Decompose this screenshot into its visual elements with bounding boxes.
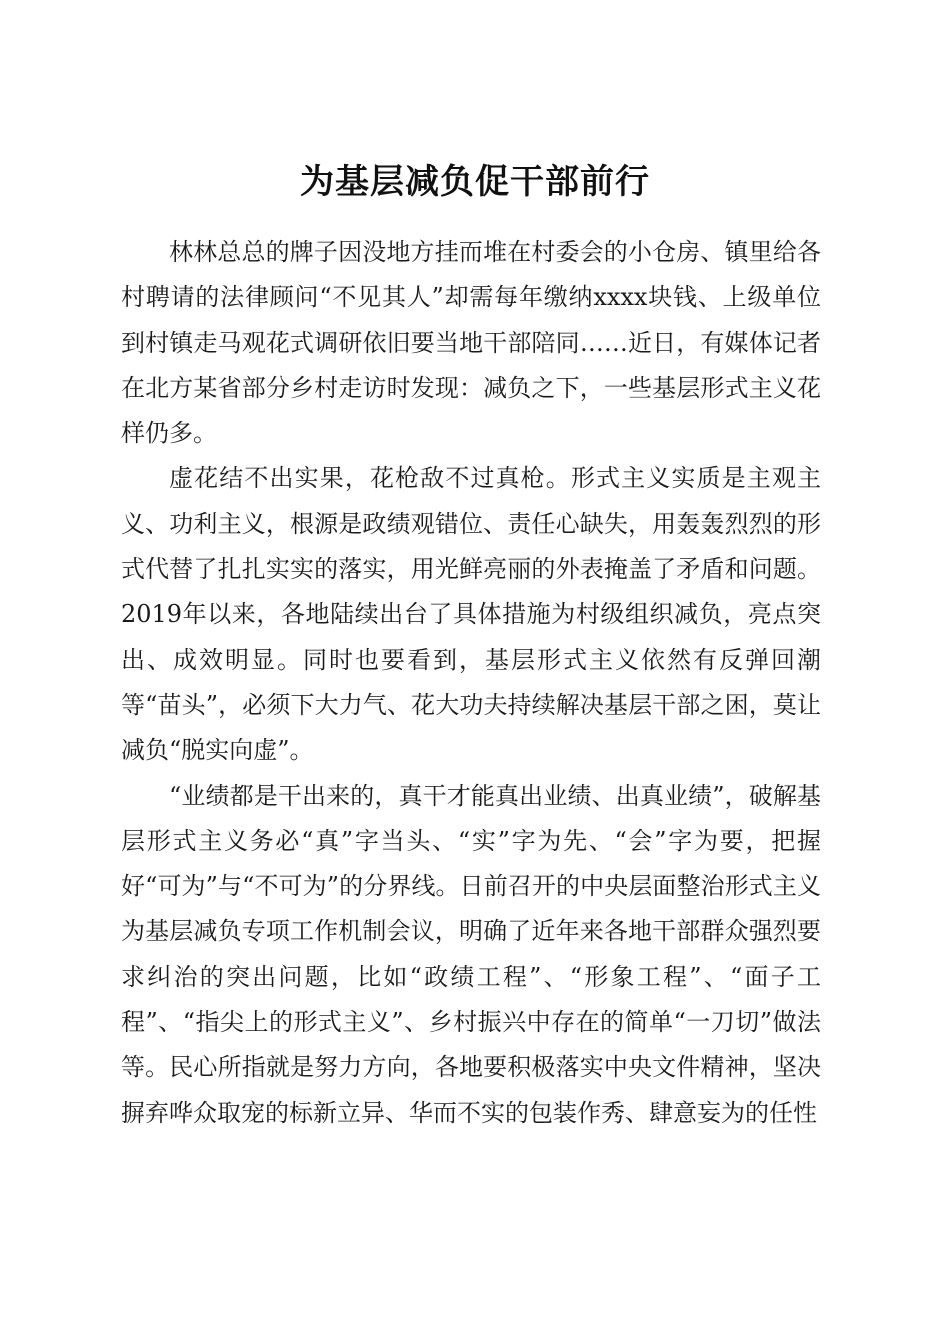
- paragraph-1: 林林总总的牌子因没地方挂而堆在村委会的小仓房、镇里给各村聘请的法律顾问“不见其人”却需每年缴纳xxxx块钱、上级单位到村镇走马观花式调研依旧要当地干部陪同……近日，有媒体记者在北方某省部分乡村走访时发现：减负之下，一些基层形式主义花样仍多。: [121, 238, 821, 448]
- paragraph-3: “业绩都是干出来的，真干才能真出业绩、出真业绩”，破解基层形式主义务必“真”字当头、“实”字为先、“会”字为要，把握好“可为”与“不可为”的分界线。日前召开的中央层面整治形式主义为基层减负专项工作机制会议，明确了近年来各地干部群众强烈要求纠治的突出问题，比如“政绩工程”、“形象工程”、“面子工程”、“指尖上的形式主义”、乡村振兴中存在的简单“一刀切”做法等。民心所指就是努力方向，各地要积极落实中央文件精神，坚决摒弃哗众取宠的标新立异、华而不实的包装作秀、肆意妄为的任性: [121, 781, 821, 1127]
- document-title: 为基层减负促干部前行: [300, 161, 650, 202]
- paragraph-2: 虚花结不出实果，花枪敌不过真枪。形式主义实质是主观主义、功利主义，根源是政绩观错位、责任心缺失，用轰轰烈烈的形式代替了扎扎实实的落实，用光鲜亮丽的外表掩盖了矛盾和问题。2019年以来，各地陆续出台了具体措施为村级组织减负，亮点突出、成效明显。同时也要看到，基层形式主义依然有反弹回潮等“苗头”，必须下大力气、花大功夫持续解决基层干部之困，莫让减负“脱实向虚”。: [121, 464, 821, 765]
- document-body: [121, 230, 821, 1136]
